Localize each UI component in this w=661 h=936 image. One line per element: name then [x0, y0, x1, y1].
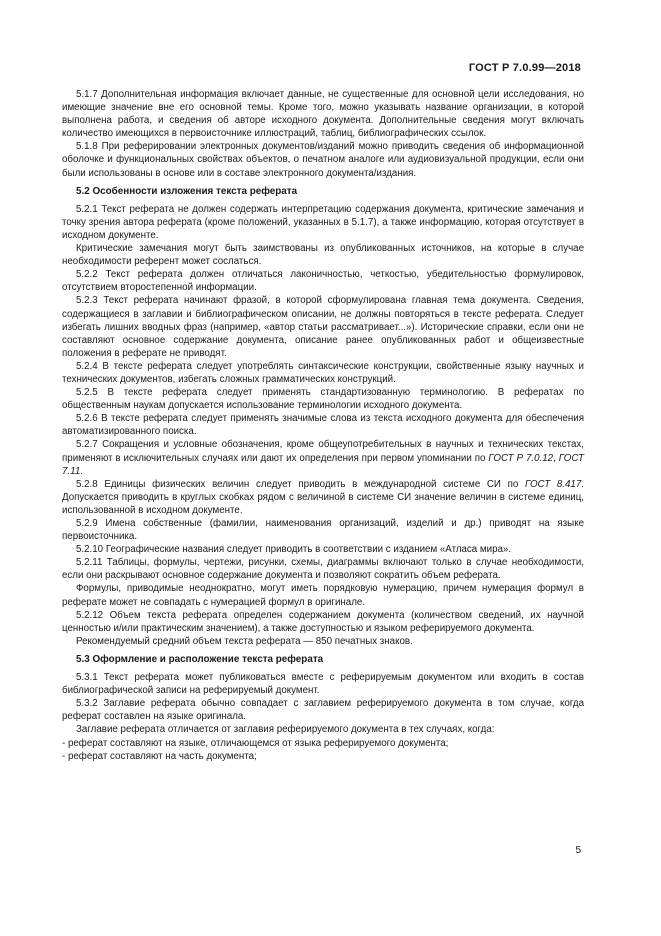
standard-reference-link[interactable]: ГОСТ Р 7.0.12	[488, 452, 554, 464]
paragraph-5-2-8-text: 5.2.8 Единицы физических величин следует приводить в международной системе СИ по	[76, 478, 525, 490]
separator-text: ,	[553, 452, 559, 464]
paragraph-5-2-9: 5.2.9 Имена собственные (фамилии, наименования организаций, изделий и др.) приводят на языке первоисточника.	[62, 518, 584, 543]
paragraph-5-2-4: 5.2.4 В тексте реферата следует употреблять синтаксические конструкции, свойственные языку научных и технических документов, избегать сложных грамматических конструкций.	[62, 360, 584, 385]
paragraph-5-3-1: 5.3.1 Текст реферата может публиковаться вместе с реферируемым документом или входить в состав библиографической записи на реферируемый документ.	[62, 672, 584, 697]
document-header: ГОСТ Р 7.0.99—2018	[468, 62, 581, 74]
standard-reference-link[interactable]: ГОСТ 7.11	[62, 452, 585, 477]
page-number: 5	[575, 845, 581, 856]
list-item: - реферат составляют на языке, отличающемся от языка реферируемого документа;	[62, 737, 449, 749]
section-heading-5-2: 5.2 Особенности изложения текста реферата	[76, 185, 298, 197]
standard-reference-link[interactable]: ГОСТ 8.417	[524, 478, 582, 490]
list-item: - реферат составляют на часть документа;	[62, 750, 257, 762]
paragraph-5-2-12: 5.2.12 Объем текста реферата определен содержанием документа (количеством сведений, их научной ценностью и/или практическим значением), а также доступностью и языком реферируемого документа.	[62, 609, 584, 634]
paragraph-5-3-2-note: Заглавие реферата отличается от заглавия реферируемого документа в тех случаях, когда:	[76, 724, 495, 736]
period-text: .	[80, 465, 83, 477]
section-heading-5-3: 5.3 Оформление и расположение текста реферата	[76, 653, 324, 665]
paragraph-5-2-12-note: Рекомендуемый средний объем текста реферата — 850 печатных знаков.	[76, 635, 413, 647]
paragraph-5-3-2: 5.3.2 Заглавие реферата обычно совпадает с заглавием реферируемого документа в том случае, когда реферат составлен на языке оригинала.	[62, 698, 584, 723]
paragraph-5-1-8: 5.1.8 При реферировании электронных документов/изданий можно приводить сведения об информационной оболочке и функциональных свойствах объектов, о печатном аналоге или аудиовизуальной продукции, если они были использованы в основе или в составе электронного документа/издания.	[62, 141, 584, 179]
paragraph-5-2-7	[62, 438, 584, 477]
paragraph-5-1-7: 5.1.7 Дополнительная информация включает данные, не существенные для основной цели исследования, но имеющие значение вне его основной темы. Кроме того, можно указывать название организации, в которой выполнена работа, и сведения об авторе исходного документа. Дополнительные сведения могут включать количество имеющихся в первоисточнике иллюстраций, таблиц, библиографических ссылок.	[62, 89, 584, 140]
paragraph-5-2-8-text-cont: . Допускается приводить в круглых скобках рядом с величиной в системе СИ значение величин в системе единиц, использованной в исходном документе.	[62, 478, 584, 516]
paragraph-5-2-6: 5.2.6 В тексте реферата следует применять значимые слова из текста исходного документа для обеспечения автоматизированного поиска.	[62, 413, 584, 438]
paragraph-5-2-11: 5.2.11 Таблицы, формулы, чертежи, рисунки, схемы, диаграммы включают только в случае необходимости, если они раскрывают основное содержание документа и позволяют сократить объем реферата.	[62, 557, 584, 582]
paragraph-5-2-8	[62, 478, 584, 517]
paragraph-5-2-7-text: 5.2.7 Сокращения и условные обозначения, кроме общеупотребительных в научных и технических текстах, применяют в исключительных случаях или дают их определения при первом упоминании по	[62, 439, 584, 464]
paragraph-5-2-2: 5.2.2 Текст реферата должен отличаться лаконичностью, четкостью, убедительностью формулировок, отсутствием второстепенной информации.	[62, 269, 584, 294]
paragraph-5-2-3: 5.2.3 Текст реферата начинают фразой, в которой сформулирована главная тема документа. Сведения, содержащиеся в заглавии и библиографическом описании, не должны повторяться в тексте реферата. Следует избегать лишних вводных фраз (например, «автор статьи рассматривает...»). Исторические справки, если они не составляют основное содержание документа, описание ранее опубликованных работ и общеизвестные положения в реферате не приводят.	[62, 295, 584, 359]
paragraph-5-2-5: 5.2.5 В тексте реферата следует применять стандартизованную терминологию. В рефератах по общественным наукам допускается использование терминологии исходного документа.	[62, 387, 584, 412]
paragraph-5-2-10: 5.2.10 Географические названия следует приводить в соответствии с изданием «Атласа мира».	[76, 544, 512, 556]
paragraph-5-2-1-note: Критические замечания могут быть заимствованы из опубликованных источников, на которые в случае необходимости референт может сослаться.	[62, 243, 584, 268]
document-body	[62, 88, 584, 763]
paragraph-5-2-11-note: Формулы, приводимые неоднократно, могут иметь порядковую нумерацию, причем нумерация формул в реферате может не совпадать с нумерацией формул в оригинале.	[62, 583, 584, 608]
paragraph-5-2-1: 5.2.1 Текст реферата не должен содержать интерпретацию содержания документа, критические замечания и точку зрения автора реферата (кроме положений, указанных в 5.1.7), а также информацию, которая отсутствует в исходном документе.	[62, 203, 584, 241]
